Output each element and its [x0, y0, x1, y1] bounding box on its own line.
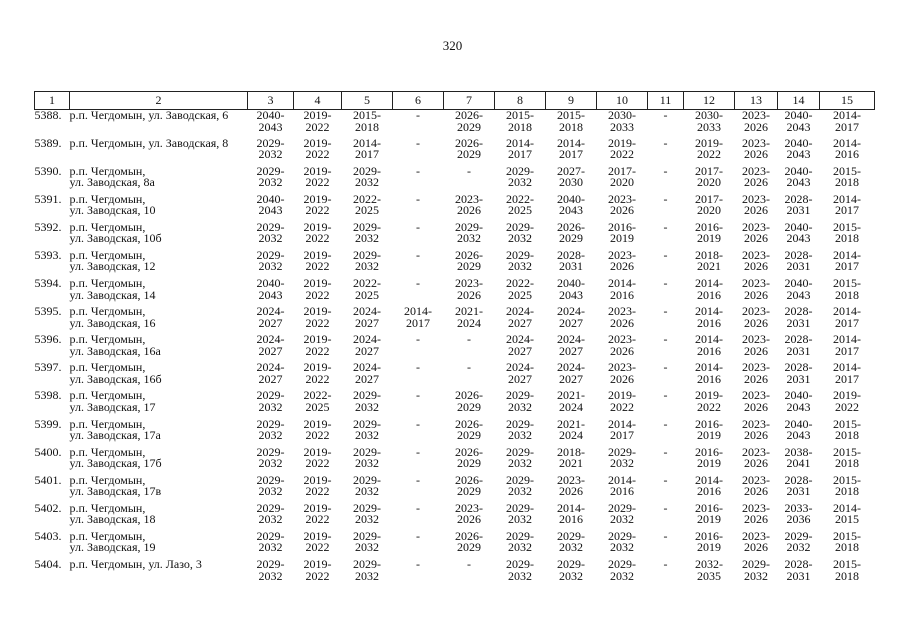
period-cell-col-12: 2014- 2016	[695, 472, 723, 499]
row-address: р.п. Чегдомын, ул. Заводская, 10	[69, 191, 156, 218]
period-cell-col-8: 2029- 2032	[506, 247, 534, 274]
row-address: р.п. Чегдомын, ул. Заводская, 10б	[69, 219, 162, 246]
period-cell-col-9: 2028- 2031	[557, 247, 585, 274]
period-cell-col-13: 2023- 2026	[742, 276, 770, 302]
period-cell-col-10: 2019- 2022	[608, 135, 636, 162]
period-cell-col-15: 2014- 2016	[833, 135, 861, 162]
row-number: 5390.	[34, 163, 62, 178]
period-cell-col-13: 2023- 2026	[742, 135, 770, 162]
table-row	[35, 390, 875, 418]
period-cell-col-14: 2040- 2043	[784, 135, 813, 162]
period-cell-col-3: 2029- 2032	[256, 247, 285, 274]
period-cell-col-7: 2026- 2029	[455, 444, 483, 471]
period-cell-col-5: 2015- 2018	[353, 108, 381, 134]
period-cell-col-6: -	[416, 388, 420, 403]
period-cell-col-4: 2019- 2022	[303, 276, 332, 302]
table-row	[35, 138, 875, 166]
period-cell-col-12: 2019- 2022	[695, 135, 723, 162]
period-cell-col-13: 2023- 2026	[742, 444, 770, 471]
period-cell-col-14: 2028- 2031	[784, 332, 813, 358]
period-cell-col-5: 2022- 2025	[353, 276, 381, 302]
period-cell-col-9: 2024- 2027	[557, 360, 585, 386]
period-cell-col-8: 2029- 2032	[506, 163, 534, 190]
row-number: 5391.	[34, 191, 62, 206]
period-cell-col-4: 2019- 2022	[303, 332, 332, 358]
period-cell-col-14: 2028- 2031	[784, 304, 813, 330]
row-address: р.п. Чегдомын, ул. Заводская, 16а	[69, 332, 161, 358]
period-cell-col-3: 2029- 2032	[256, 163, 285, 190]
column-header-15: 15	[820, 92, 875, 110]
period-cell-col-6: 2014- 2017	[404, 304, 432, 330]
period-cell-col-13: 2023- 2026	[742, 332, 770, 358]
period-cell-col-3: 2024- 2027	[256, 304, 285, 330]
period-cell-col-9: 2040- 2043	[557, 276, 585, 302]
period-cell-col-13: 2023- 2026	[742, 247, 770, 274]
row-number: 5397.	[34, 360, 62, 375]
period-cell-col-8: 2015- 2018	[506, 108, 534, 134]
row-address: р.п. Чегдомын, ул. Заводская, 17а	[69, 416, 161, 443]
period-cell-col-3: 2024- 2027	[256, 332, 285, 358]
period-cell-col-8: 2024- 2027	[506, 332, 534, 358]
period-cell-col-5: 2029- 2032	[353, 528, 381, 555]
period-cell-col-8: 2029- 2032	[506, 528, 534, 555]
period-cell-col-15: 2015- 2018	[833, 472, 861, 499]
row-number: 5394.	[34, 276, 62, 291]
period-cell-col-4: 2019- 2022	[303, 247, 332, 274]
period-cell-col-11: -	[663, 108, 668, 122]
period-cell-col-12: 2016- 2019	[695, 528, 723, 555]
period-cell-col-7: 2023- 2026	[455, 500, 483, 527]
period-cell-col-4: 2019- 2022	[303, 108, 332, 134]
row-address: р.п. Чегдомын, ул. Лазо, 3	[69, 557, 202, 571]
period-cell-col-14: 2028- 2031	[784, 247, 813, 274]
column-header-3: 3	[248, 92, 294, 110]
period-cell-col-8: 2024- 2027	[506, 304, 534, 330]
period-cell-col-4: 2019- 2022	[303, 557, 332, 583]
period-cell-col-4: 2019- 2022	[303, 304, 332, 330]
row-number: 5398.	[34, 388, 62, 403]
period-cell-col-9: 2021- 2024	[557, 416, 585, 443]
period-cell-col-3: 2029- 2032	[256, 219, 285, 246]
repair-schedule-table	[34, 91, 875, 587]
period-cell-col-5: 2029- 2032	[353, 472, 381, 499]
period-cell-col-14: 2028- 2031	[784, 557, 813, 583]
period-cell-col-14: 2028- 2031	[784, 191, 813, 218]
period-cell-col-15: 2014- 2017	[833, 360, 861, 386]
period-cell-col-11: -	[663, 276, 668, 291]
period-cell-col-7: -	[467, 332, 471, 347]
row-address: р.п. Чегдомын, ул. Заводская, 14	[69, 276, 156, 302]
period-cell-col-8: 2022- 2025	[506, 276, 534, 302]
row-address: р.п. Чегдомын, ул. Заводская, 12	[69, 247, 156, 274]
period-cell-col-14: 2040- 2043	[784, 163, 813, 190]
row-number: 5393.	[34, 247, 62, 262]
period-cell-col-7: 2029- 2032	[455, 219, 483, 246]
row-number: 5402.	[34, 500, 62, 515]
period-cell-col-6: -	[416, 276, 420, 291]
period-cell-col-3: 2029- 2032	[256, 528, 285, 555]
period-cell-col-6: -	[416, 191, 420, 206]
period-cell-col-8: 2029- 2032	[506, 557, 534, 583]
period-cell-col-7: 2026- 2029	[455, 528, 483, 555]
period-cell-col-14: 2040- 2043	[784, 416, 813, 443]
period-cell-col-13: 2023- 2026	[742, 108, 770, 134]
period-cell-col-9: 2014- 2016	[557, 500, 585, 527]
column-header-11: 11	[648, 92, 684, 110]
period-cell-col-3: 2040- 2043	[256, 276, 285, 302]
period-cell-col-4: 2019- 2022	[303, 500, 332, 527]
row-number: 5404.	[34, 557, 62, 571]
period-cell-col-10: 2014- 2017	[608, 416, 636, 443]
period-cell-col-6: -	[416, 247, 420, 262]
period-cell-col-4: 2019- 2022	[303, 472, 332, 499]
period-cell-col-9: 2027- 2030	[557, 163, 585, 190]
period-cell-col-15: 2014- 2017	[833, 108, 861, 134]
period-cell-col-6: -	[416, 472, 420, 487]
row-address: р.п. Чегдомын, ул. Заводская, 6	[69, 108, 229, 122]
period-cell-col-15: 2015- 2018	[833, 528, 861, 555]
period-cell-col-12: 2014- 2016	[695, 360, 723, 386]
period-cell-col-12: 2032- 2035	[695, 557, 723, 583]
period-cell-col-15: 2015- 2018	[833, 416, 861, 443]
period-cell-col-6: -	[416, 135, 420, 150]
period-cell-col-5: 2029- 2032	[353, 416, 381, 443]
period-cell-col-15: 2015- 2018	[833, 276, 861, 302]
table-row	[35, 110, 875, 138]
period-cell-col-15: 2014- 2017	[833, 304, 861, 330]
period-cell-col-6: -	[416, 557, 420, 571]
row-address: р.п. Чегдомын, ул. Заводская, 17в	[69, 472, 162, 499]
period-cell-col-14: 2040- 2043	[784, 388, 813, 414]
period-cell-col-10: 2023- 2026	[608, 332, 636, 358]
period-cell-col-9: 2015- 2018	[557, 108, 585, 134]
period-cell-col-13: 2023- 2026	[742, 472, 770, 499]
period-cell-col-12: 2030- 2033	[695, 108, 723, 134]
period-cell-col-14: 2040- 2043	[784, 276, 813, 302]
period-cell-col-14: 2038- 2041	[784, 444, 813, 471]
row-number: 5389.	[34, 135, 62, 150]
period-cell-col-5: 2024- 2027	[353, 360, 381, 386]
period-cell-col-13: 2023- 2026	[742, 388, 770, 414]
header-row	[35, 92, 875, 110]
period-cell-col-9: 2024- 2027	[557, 332, 585, 358]
period-cell-col-10: 2029- 2032	[608, 528, 636, 555]
period-cell-col-13: 2023- 2026	[742, 528, 770, 555]
period-cell-col-7: 2023- 2026	[455, 191, 483, 218]
row-number: 5403.	[34, 528, 62, 543]
period-cell-col-14: 2040- 2043	[784, 219, 813, 246]
row-address: р.п. Чегдомын, ул. Заводская, 17	[69, 388, 156, 414]
period-cell-col-4: 2019- 2022	[303, 163, 332, 190]
period-cell-col-13: 2023- 2026	[742, 416, 770, 443]
period-cell-col-5: 2029- 2032	[353, 557, 381, 583]
table-row	[35, 194, 875, 222]
row-number: 5392.	[34, 219, 62, 234]
row-number: 5401.	[34, 472, 62, 487]
period-cell-col-4: 2019- 2022	[303, 191, 332, 218]
table-row	[35, 419, 875, 447]
period-cell-col-5: 2014- 2017	[353, 135, 381, 162]
period-cell-col-3: 2040- 2043	[256, 108, 285, 134]
period-cell-col-10: 2017- 2020	[608, 163, 636, 190]
period-cell-col-11: -	[663, 472, 668, 487]
period-cell-col-3: 2029- 2032	[256, 416, 285, 443]
column-header-4: 4	[294, 92, 342, 110]
row-address: р.п. Чегдомын, ул. Заводская, 19	[69, 528, 156, 555]
row-number: 5395.	[34, 304, 62, 319]
period-cell-col-7: -	[467, 360, 471, 375]
period-cell-col-7: 2026- 2029	[455, 388, 483, 414]
period-cell-col-10: 2023- 2026	[608, 360, 636, 386]
period-cell-col-3: 2029- 2032	[256, 444, 285, 471]
period-cell-col-12: 2017- 2020	[695, 191, 723, 218]
period-cell-col-8: 2029- 2032	[506, 500, 534, 527]
period-cell-col-14: 2028- 2031	[784, 360, 813, 386]
period-cell-col-8: 2029- 2032	[506, 388, 534, 414]
table-row	[35, 559, 875, 587]
period-cell-col-12: 2019- 2022	[695, 388, 723, 414]
period-cell-col-12: 2016- 2019	[695, 444, 723, 471]
period-cell-col-9: 2026- 2029	[557, 219, 585, 246]
page-number: 320	[442, 38, 463, 53]
period-cell-col-3: 2029- 2032	[256, 557, 285, 583]
column-header-10: 10	[597, 92, 648, 110]
period-cell-col-4: 2019- 2022	[303, 135, 332, 162]
period-cell-col-3: 2029- 2032	[256, 388, 285, 414]
period-cell-col-3: 2024- 2027	[256, 360, 285, 386]
period-cell-col-9: 2029- 2032	[557, 557, 585, 583]
period-cell-col-7: -	[467, 163, 471, 178]
period-cell-col-8: 2024- 2027	[506, 360, 534, 386]
period-cell-col-12: 2016- 2019	[695, 500, 723, 527]
period-cell-col-7: 2026- 2029	[455, 416, 483, 443]
table-row	[35, 250, 875, 278]
period-cell-col-9: 2040- 2043	[557, 191, 585, 218]
row-number: 5388.	[34, 108, 62, 122]
period-cell-col-5: 2029- 2032	[353, 444, 381, 471]
period-cell-col-10: 2016- 2019	[608, 219, 636, 246]
period-cell-col-5: 2029- 2032	[353, 500, 381, 527]
column-header-6: 6	[393, 92, 444, 110]
row-address: р.п. Чегдомын, ул. Заводская, 16б	[69, 360, 162, 386]
period-cell-col-7: 2026- 2029	[455, 472, 483, 499]
period-cell-col-5: 2029- 2032	[353, 247, 381, 274]
period-cell-col-6: -	[416, 500, 420, 515]
period-cell-col-15: 2014- 2017	[833, 247, 861, 274]
period-cell-col-6: -	[416, 528, 420, 543]
column-header-7: 7	[444, 92, 495, 110]
row-address: р.п. Чегдомын, ул. Заводская, 16	[69, 304, 156, 330]
table-row	[35, 222, 875, 250]
period-cell-col-15: 2015- 2018	[833, 219, 861, 246]
period-cell-col-13: 2023- 2026	[742, 360, 770, 386]
period-cell-col-15: 2015- 2018	[833, 444, 861, 471]
row-number: 5400.	[34, 444, 62, 459]
period-cell-col-9: 2018- 2021	[557, 444, 585, 471]
period-cell-col-10: 2023- 2026	[608, 247, 636, 274]
period-cell-col-14: 2040- 2043	[784, 108, 813, 134]
column-header-13: 13	[735, 92, 778, 110]
period-cell-col-6: -	[416, 332, 420, 347]
period-cell-col-5: 2022- 2025	[353, 191, 381, 218]
period-cell-col-7: 2023- 2026	[455, 276, 483, 302]
period-cell-col-14: 2033- 2036	[784, 500, 813, 527]
period-cell-col-12: 2017- 2020	[695, 163, 723, 190]
period-cell-col-9: 2014- 2017	[557, 135, 585, 162]
table-row	[35, 306, 875, 334]
column-header-8: 8	[495, 92, 546, 110]
column-header-5: 5	[342, 92, 393, 110]
period-cell-col-5: 2029- 2032	[353, 219, 381, 246]
table-row	[35, 531, 875, 559]
column-header-14: 14	[778, 92, 820, 110]
period-cell-col-5: 2024- 2027	[353, 332, 381, 358]
period-cell-col-14: 2029- 2032	[784, 528, 813, 555]
period-cell-col-4: 2019- 2022	[303, 444, 332, 471]
row-number: 5396.	[34, 332, 62, 347]
table-body	[35, 110, 875, 588]
period-cell-col-13: 2023- 2026	[742, 191, 770, 218]
period-cell-col-3: 2029- 2032	[256, 135, 285, 162]
period-cell-col-10: 2023- 2026	[608, 304, 636, 330]
period-cell-col-6: -	[416, 360, 420, 375]
period-cell-col-9: 2021- 2024	[557, 388, 585, 414]
period-cell-col-13: 2023- 2026	[742, 304, 770, 330]
row-number: 5399.	[34, 416, 62, 431]
period-cell-col-15: 2014- 2015	[833, 500, 861, 527]
period-cell-col-3: 2040- 2043	[256, 191, 285, 218]
period-cell-col-7: -	[467, 557, 471, 571]
period-cell-col-4: 2019- 2022	[303, 416, 332, 443]
period-cell-col-5: 2029- 2032	[353, 388, 381, 414]
period-cell-col-12: 2014- 2016	[695, 276, 723, 302]
period-cell-col-12: 2014- 2016	[695, 332, 723, 358]
period-cell-col-11: -	[663, 388, 668, 403]
period-cell-col-6: -	[416, 108, 420, 122]
period-cell-col-15: 2019- 2022	[833, 388, 861, 414]
period-cell-col-10: 2019- 2022	[608, 388, 636, 414]
period-cell-col-15: 2015- 2018	[833, 557, 861, 583]
period-cell-col-4: 2019- 2022	[303, 528, 332, 555]
column-header-12: 12	[684, 92, 735, 110]
period-cell-col-6: -	[416, 163, 420, 178]
table-row	[35, 362, 875, 390]
period-cell-col-6: -	[416, 416, 420, 431]
period-cell-col-11: -	[663, 219, 668, 234]
row-address: р.п. Чегдомын, ул. Заводская, 18	[69, 500, 156, 527]
period-cell-col-11: -	[663, 360, 668, 375]
period-cell-col-11: -	[663, 444, 668, 459]
period-cell-col-11: -	[663, 332, 668, 347]
period-cell-col-8: 2029- 2032	[506, 472, 534, 499]
row-address: р.п. Чегдомын, ул. Заводская, 8	[69, 135, 229, 150]
period-cell-col-12: 2014- 2016	[695, 304, 723, 330]
period-cell-col-5: 2029- 2032	[353, 163, 381, 190]
period-cell-col-8: 2014- 2017	[506, 135, 534, 162]
period-cell-col-5: 2024- 2027	[353, 304, 381, 330]
period-cell-col-8: 2022- 2025	[506, 191, 534, 218]
period-cell-col-7: 2026- 2029	[455, 108, 483, 134]
period-cell-col-3: 2029- 2032	[256, 500, 285, 527]
period-cell-col-12: 2016- 2019	[695, 416, 723, 443]
period-cell-col-4: 2019- 2022	[303, 219, 332, 246]
period-cell-col-15: 2015- 2018	[833, 163, 861, 190]
period-cell-col-7: 2021- 2024	[455, 304, 483, 330]
period-cell-col-6: -	[416, 444, 420, 459]
table-row	[35, 166, 875, 194]
period-cell-col-10: 2029- 2032	[608, 557, 636, 583]
column-header-9: 9	[546, 92, 597, 110]
row-address: р.п. Чегдомын, ул. Заводская, 8а	[69, 163, 155, 190]
period-cell-col-12: 2018- 2021	[695, 247, 723, 274]
column-header-1: 1	[35, 92, 70, 110]
table-row	[35, 334, 875, 362]
period-cell-col-11: -	[663, 304, 668, 319]
period-cell-col-11: -	[663, 135, 668, 150]
period-cell-col-12: 2016- 2019	[695, 219, 723, 246]
period-cell-col-14: 2028- 2031	[784, 472, 813, 499]
period-cell-col-10: 2014- 2016	[608, 276, 636, 302]
period-cell-col-10: 2029- 2032	[608, 500, 636, 527]
period-cell-col-8: 2029- 2032	[506, 416, 534, 443]
table-row	[35, 447, 875, 475]
period-cell-col-9: 2023- 2026	[557, 472, 585, 499]
table-row	[35, 475, 875, 503]
period-cell-col-7: 2026- 2029	[455, 247, 483, 274]
period-cell-col-11: -	[663, 557, 668, 571]
period-cell-col-10: 2029- 2032	[608, 444, 636, 471]
row-address: р.п. Чегдомын, ул. Заводская, 17б	[69, 444, 162, 471]
period-cell-col-4: 2019- 2022	[303, 360, 332, 386]
period-cell-col-6: -	[416, 219, 420, 234]
period-cell-col-15: 2014- 2017	[833, 332, 861, 358]
period-cell-col-10: 2014- 2016	[608, 472, 636, 499]
period-cell-col-9: 2029- 2032	[557, 528, 585, 555]
period-cell-col-10: 2030- 2033	[608, 108, 636, 134]
period-cell-col-11: -	[663, 163, 668, 178]
table-row	[35, 278, 875, 306]
period-cell-col-13: 2023- 2026	[742, 163, 770, 190]
column-header-2: 2	[70, 92, 248, 110]
period-cell-col-13: 2023- 2026	[742, 219, 770, 246]
period-cell-col-13: 2029- 2032	[742, 557, 770, 583]
period-cell-col-15: 2014- 2017	[833, 191, 861, 218]
period-cell-col-11: -	[663, 500, 668, 515]
period-cell-col-11: -	[663, 528, 668, 543]
period-cell-col-13: 2023- 2026	[742, 500, 770, 527]
period-cell-col-11: -	[663, 191, 668, 206]
period-cell-col-11: -	[663, 416, 668, 431]
period-cell-col-4: 2022- 2025	[303, 388, 332, 414]
period-cell-col-10: 2023- 2026	[608, 191, 636, 218]
period-cell-col-8: 2029- 2032	[506, 219, 534, 246]
period-cell-col-3: 2029- 2032	[256, 472, 285, 499]
period-cell-col-8: 2029- 2032	[506, 444, 534, 471]
table-row	[35, 503, 875, 531]
period-cell-col-7: 2026- 2029	[455, 135, 483, 162]
period-cell-col-11: -	[663, 247, 668, 262]
period-cell-col-9: 2024- 2027	[557, 304, 585, 330]
